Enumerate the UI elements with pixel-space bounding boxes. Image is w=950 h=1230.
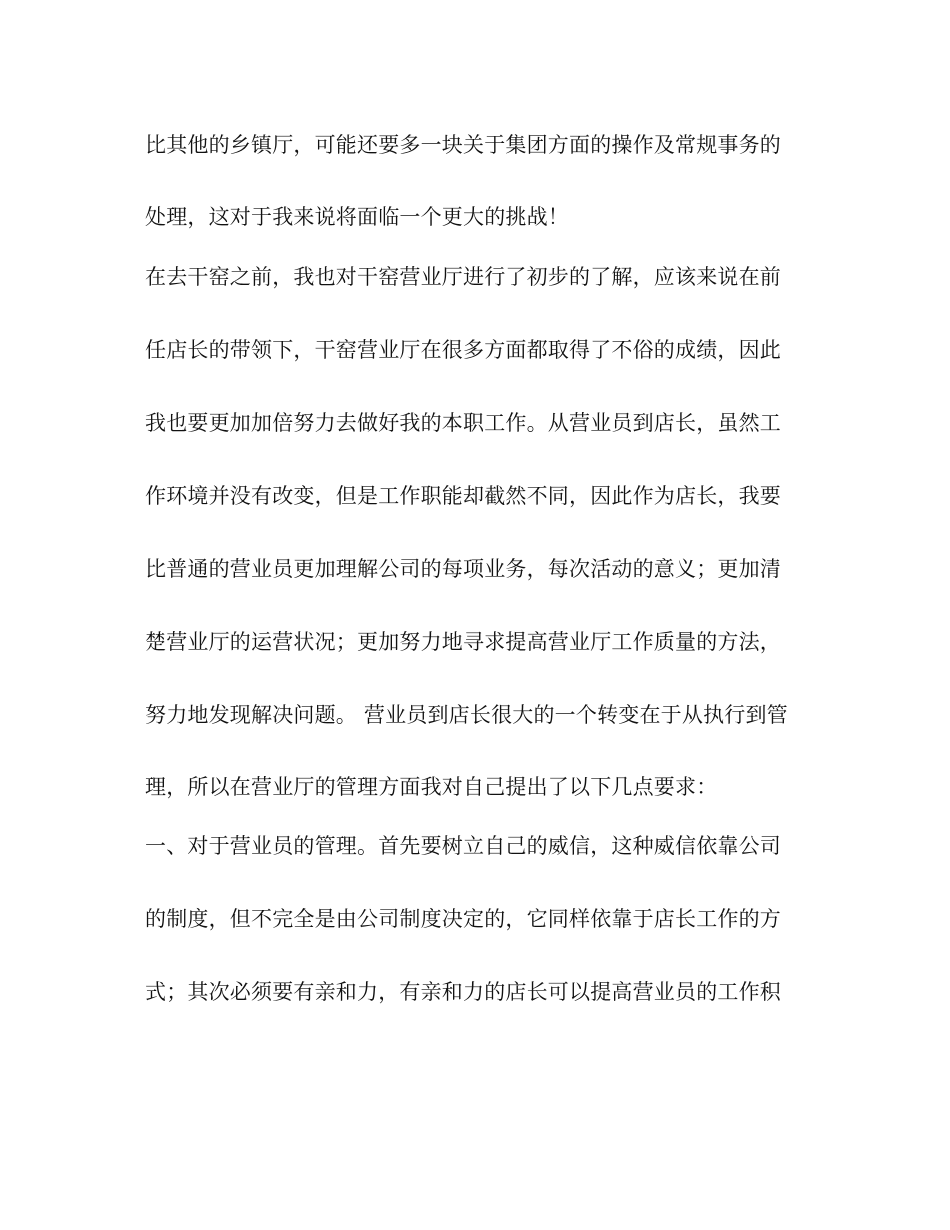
text-line-4: 任店长的带领下，干窑营业厅在很多方面都取得了不俗的成绩，因此 — [145, 338, 781, 362]
text-line-7: 比普通的营业员更加理解公司的每项业务，每次活动的意义；更加清 — [145, 557, 781, 581]
text-line-10: 理，所以在营业厅的管理方面我对自己提出了以下几点要求： — [145, 775, 718, 799]
text-line-12: 的制度，但不完全是由公司制度决定的，它同样依靠于店长工作的方 — [145, 907, 781, 931]
text-line-13: 式；其次必须要有亲和力，有亲和力的店长可以提高营业员的工作积 — [145, 980, 781, 1004]
text-line-2: 处理，这对于我来说将面临一个更大的挑战！ — [145, 205, 569, 229]
text-line-3: 在去干窑之前，我也对干窑营业厅进行了初步的了解，应该来说在前 — [145, 265, 781, 289]
text-line-11: 一、对于营业员的管理。首先要树立自己的威信，这种威信依靠公司 — [145, 834, 781, 858]
text-line-5: 我也要更加加倍努力去做好我的本职工作。从营业员到店长，虽然工 — [145, 411, 781, 435]
text-line-8: 楚营业厅的运营状况；更加努力地寻求提高营业厅工作质量的方法， — [145, 630, 781, 654]
text-line-1: 比其他的乡镇厅，可能还要多一块关于集团方面的操作及常规事务的 — [145, 133, 781, 157]
text-line-9: 努力地发现解决问题。 营业员到店长很大的一个转变在于从执行到管 — [145, 703, 788, 727]
text-line-6: 作环境并没有改变，但是工作职能却截然不同，因此作为店长，我要 — [145, 484, 781, 508]
